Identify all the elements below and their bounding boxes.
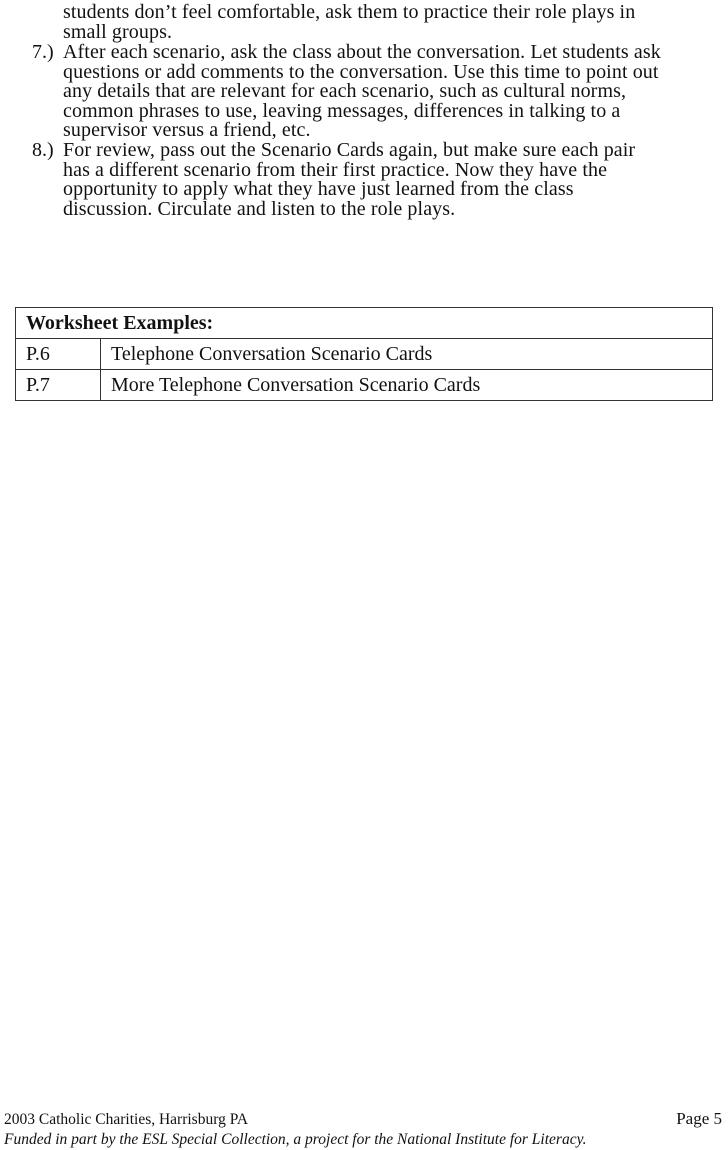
table-row <box>16 370 713 401</box>
footer-page-number: Page 5 <box>676 1109 722 1128</box>
page-cell: P.7 <box>16 370 101 401</box>
text-line: opportunity to apply what they have just learned from the class <box>63 178 574 200</box>
table-header-row <box>16 308 713 339</box>
title-cell: More Telephone Conversation Scenario Cards <box>101 370 713 401</box>
text-line: has a different scenario from their first practice. Now they have the <box>63 159 608 181</box>
text-line: After each scenario, ask the class about the conversation. Let students ask <box>63 41 661 63</box>
table-row <box>16 339 713 370</box>
text-line: common phrases to use, leaving messages, differences in talking to a <box>63 100 621 122</box>
item-number: 7.) <box>32 41 54 63</box>
text-line: supervisor versus a friend, etc. <box>63 119 311 141</box>
text-line: any details that are relevant for each scenario, such as cultural norms, <box>63 80 627 102</box>
worksheet-examples-table <box>15 307 713 401</box>
text-line: small groups. <box>63 21 173 43</box>
text-line: questions or add comments to the conversation. Use this time to point out <box>63 61 659 83</box>
footer-funding: Funded in part by the ESL Special Collection, a project for the National Institute for Literacy. <box>4 1131 587 1148</box>
footer-copyright: 2003 Catholic Charities, Harrisburg PA <box>4 1111 249 1128</box>
table-header: Worksheet Examples: <box>16 308 713 339</box>
text-line: discussion. Circulate and listen to the role plays. <box>63 198 456 220</box>
page-cell: P.6 <box>16 339 101 370</box>
text-line: students don’t feel comfortable, ask them to practice their role plays in <box>63 1 636 23</box>
text-line: For review, pass out the Scenario Cards again, but make sure each pair <box>63 139 636 161</box>
item-number: 8.) <box>32 139 54 161</box>
title-cell: Telephone Conversation Scenario Cards <box>101 339 713 370</box>
